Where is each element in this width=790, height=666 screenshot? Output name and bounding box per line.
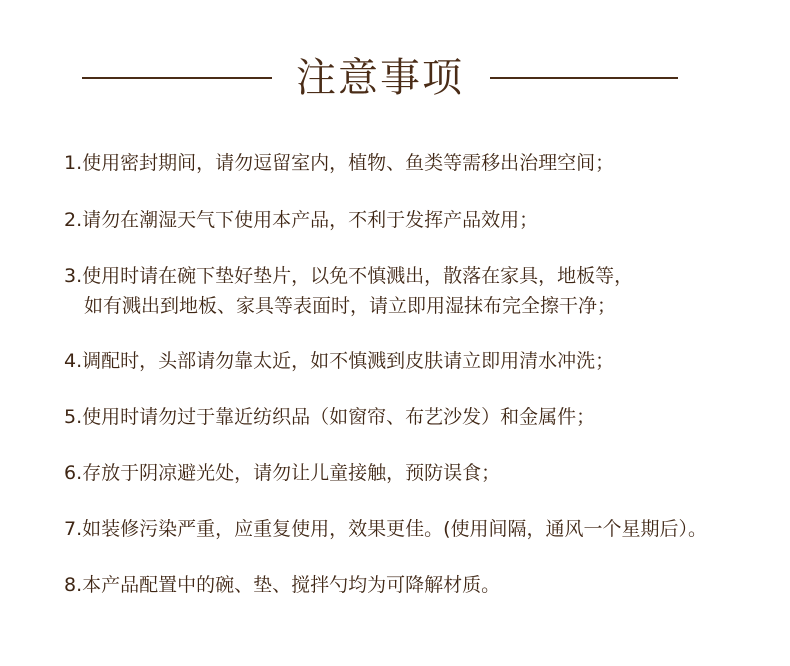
notice-item-2 — [64, 205, 538, 235]
title-rule-left — [82, 77, 272, 79]
notice-item-text: 2.请勿在潮湿天气下使用本产品，不利于发挥产品效用； — [64, 209, 539, 231]
notice-item-6 — [64, 458, 500, 488]
notice-item-text: 5.使用时请勿过于靠近纺织品（如窗帘、布艺沙发）和金属件； — [64, 406, 596, 428]
notice-item-3 — [64, 261, 633, 321]
notice-item-text: 1.使用密封期间，请勿逗留室内，植物、鱼类等需移出治理空间； — [64, 152, 615, 174]
notice-item-8 — [64, 570, 500, 600]
page-title: 注意事项 — [296, 55, 464, 101]
notice-item-7 — [64, 514, 707, 544]
notice-item-1 — [64, 148, 614, 178]
notice-item-text: 7.如装修污染严重，应重复使用，效果更佳。(使用间隔，通风一个星期后）。 — [64, 518, 708, 540]
notice-item-continuation: 如有溅出到地板、家具等表面时，请立即用湿抹布完全擦干净； — [84, 295, 617, 317]
title-row — [0, 48, 790, 108]
notice-item-5 — [64, 402, 595, 432]
notice-item-text: 3.使用时请在碗下垫好垫片，以免不慎溅出，散落在家具，地板等， — [64, 265, 634, 287]
notice-item-text: 4.调配时，头部请勿靠太近，如不慎溅到皮肤请立即用清水冲洗； — [64, 350, 615, 372]
title-rule-right — [490, 77, 678, 79]
notice-item-text: 6.存放于阴凉避光处，请勿让儿童接触，预防误食； — [64, 462, 501, 484]
notice-item-4 — [64, 346, 614, 376]
notice-item-text: 8.本产品配置中的碗、垫、搅拌勺均为可降解材质。 — [64, 574, 501, 596]
